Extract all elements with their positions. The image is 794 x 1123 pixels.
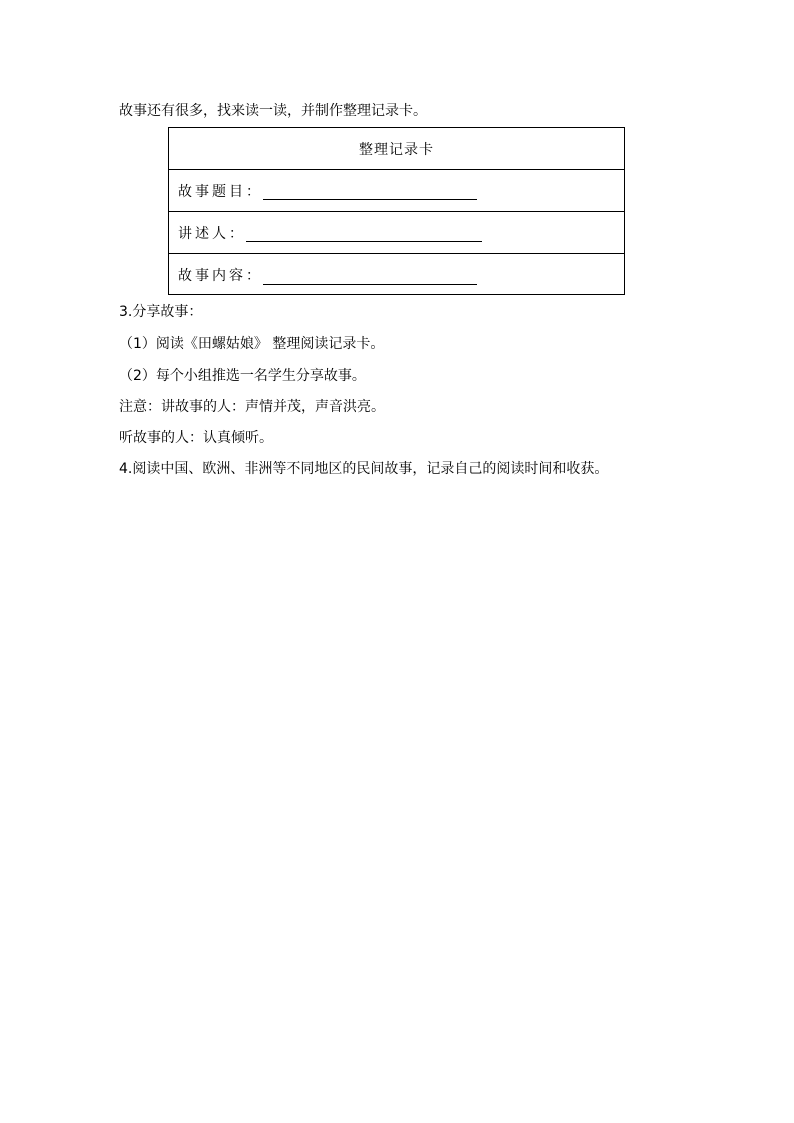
intro-text: 故事还有很多，找来读一读，并制作整理记录卡。: [119, 103, 427, 119]
story-content-blank: [263, 270, 477, 285]
story-title-blank: [263, 185, 477, 200]
section-3-item-1: （1）阅读《田螺姑娘》 整理阅读记录卡。: [119, 336, 385, 352]
record-card: [168, 127, 625, 295]
narrator-label: 讲述人：: [178, 225, 246, 242]
section-3-note-listener: 听故事的人：认真倾听。: [119, 430, 273, 446]
narrator-row: [169, 212, 624, 254]
narrator-blank: [246, 227, 482, 242]
story-title-label: 故事题目：: [178, 183, 263, 200]
record-card-title: 整理记录卡: [169, 128, 624, 170]
section-3-item-2: （2）每个小组推选一名学生分享故事。: [119, 368, 366, 384]
story-content-label: 故事内容：: [178, 268, 263, 284]
section-3-note-speaker: 注意：讲故事的人：声情并茂，声音洪亮。: [119, 399, 385, 415]
story-content-row: [169, 254, 624, 296]
story-title-row: [169, 170, 624, 212]
section-4-text: 4.阅读中国、欧洲、非洲等不同地区的民间故事，记录自己的阅读时间和收获。: [119, 461, 609, 477]
section-3-heading: 3.分享故事：: [119, 304, 203, 320]
